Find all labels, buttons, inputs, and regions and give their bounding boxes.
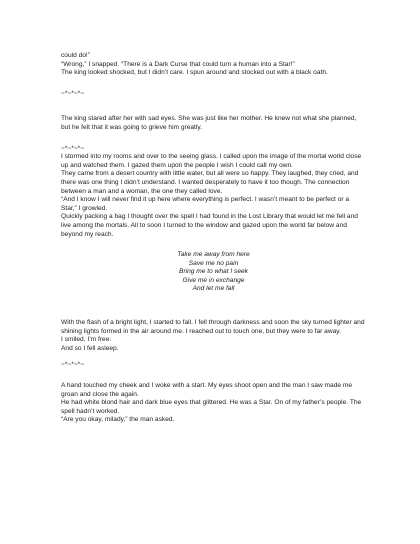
paragraph: A hand touched my cheek and I woke with a start. My eyes shoot open and the man I saw made me groan and close the again. — [61, 382, 353, 398]
poem-line: Take me away from here — [177, 251, 250, 259]
document-body — [61, 52, 366, 425]
paragraph: And so I fell asleep. — [61, 344, 119, 352]
spacer — [61, 98, 366, 115]
spacer — [61, 353, 366, 361]
paragraph: I smiled. I’m free. — [61, 336, 112, 344]
paragraph: “Wrong,” I snapped. “There is a Dark Curse that could turn a human into a Star!” — [61, 60, 295, 68]
poem-line: And let me fall — [192, 285, 235, 293]
paragraph: The king looked shocked, but I didn’t care. I spun around and stocked out with a black oath. — [61, 69, 328, 77]
paragraph: Quickly packing a bag I thought over the spell I had found in the Lost Library that would let me fell and live among the mortals. All to soon I turned to the window and gazed upon the world far below and beyond my reach. — [61, 213, 358, 238]
paragraph: He had white blond hair and dark blue eyes that glittered. He was a Star. On of my father’s people. The spell hadn’t worked. — [61, 399, 362, 415]
paragraph: I stormed into my rooms and over to the seeing glass. I called upon the image of the mortal world close up and watched them. I gazed them upon the people I wish I could call my own. — [61, 153, 362, 169]
scene-separator: ~*~*~*~ — [61, 89, 85, 97]
paragraph: With the flash of a bright light, I started to fall. I fell through darkness and soon the sky turned lighter and shining lights formed in the air around me. I reached out to touch one, but they were to far away. — [61, 319, 365, 335]
paragraph: “And I know I will never find it up here where everything is perfect. I wasn’t meant to be perfect or a Star,” I growled. — [61, 196, 350, 212]
poem-line: Save me no pain — [188, 259, 239, 267]
spacer — [61, 370, 366, 382]
poem-line: Bring me to what I seek — [179, 268, 248, 276]
poem-verse — [61, 251, 366, 294]
paragraph: The king stared after her with sad eyes. She was just like her mother. He knew not what she planned, but he felt that it was going to grieve him greatly. — [61, 115, 357, 131]
paragraph: could do!” — [61, 52, 90, 59]
poem-line: Give me in exchange — [182, 276, 245, 284]
paragraph: “Are you okay, milady,” the man asked. — [61, 416, 175, 424]
paragraph: They came from a desert country with little water, but all were so happy. They laughed, they cried, and there was one thing I didn’t understand. I wanted desperately to have it too though. The connection between a man and a woman, the one they called love. — [61, 170, 359, 195]
spacer — [61, 294, 366, 319]
spacer — [61, 133, 366, 145]
scene-separator: ~*~*~*~ — [61, 144, 85, 152]
spacer — [61, 78, 366, 90]
spacer — [61, 239, 366, 251]
scene-separator: ~*~*~*~ — [61, 361, 85, 369]
